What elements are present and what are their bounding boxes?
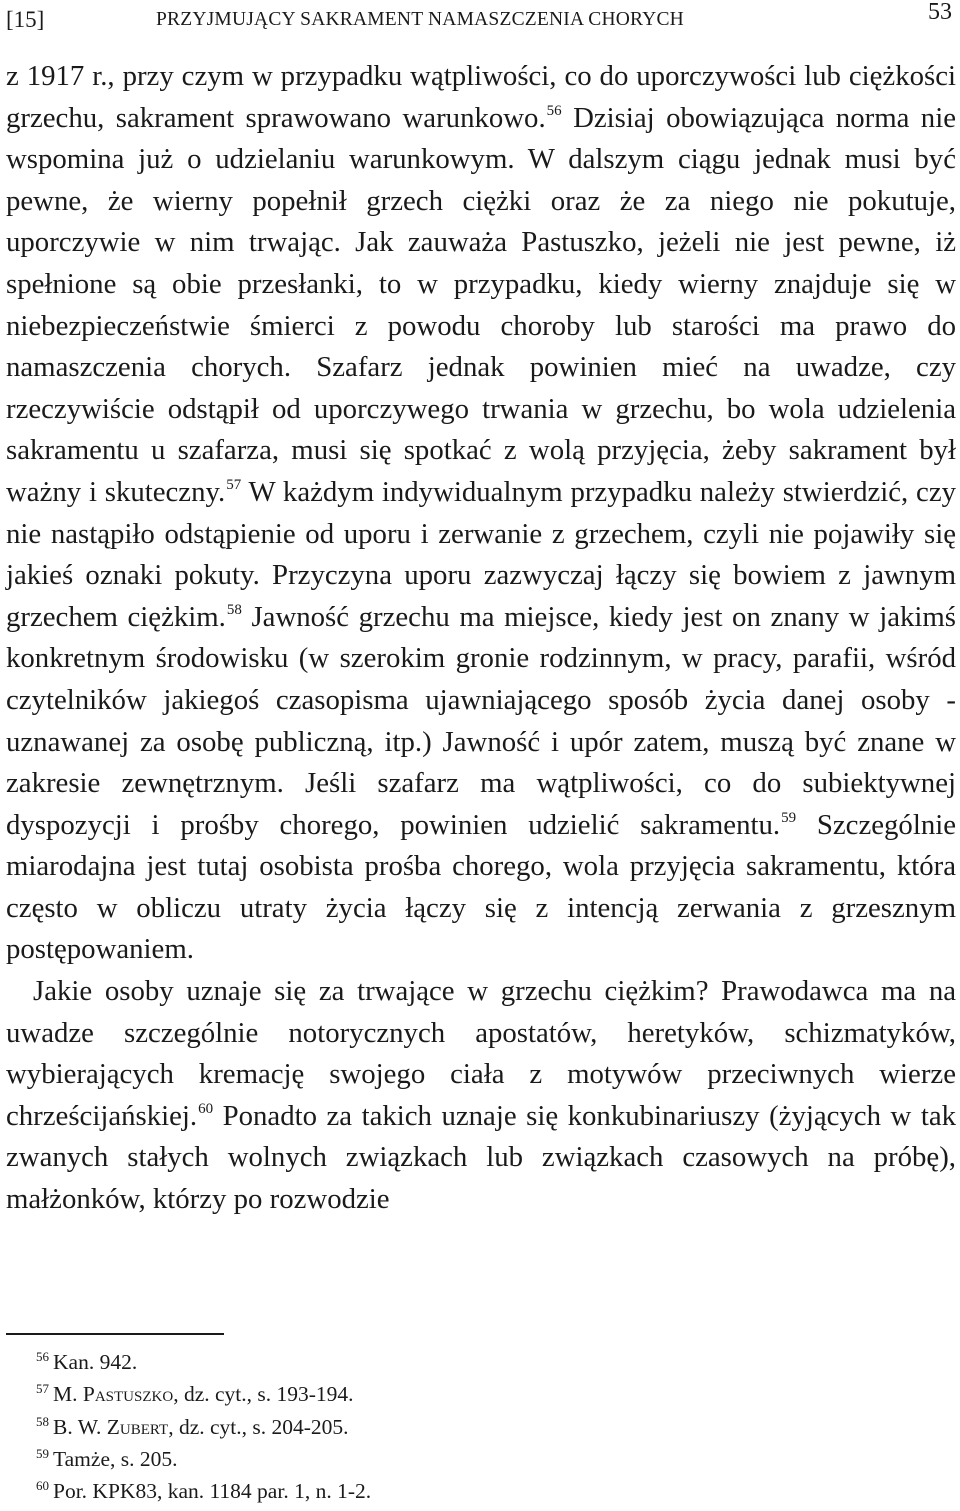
- footnote-text: Por. KPK83, kan. 1184 par. 1, n. 1-2.: [53, 1479, 372, 1504]
- footnote-56: [36, 1346, 936, 1378]
- footnote-ref-59[interactable]: 59: [781, 809, 797, 826]
- running-header: [6, 2, 954, 38]
- footnote-text: M.: [53, 1382, 83, 1407]
- footnote-number: 59: [36, 1445, 49, 1461]
- footnote-60: [36, 1475, 936, 1507]
- footnote-59: [36, 1443, 936, 1475]
- text-run: Ponadto za takich uznaje się konkubinariuszy (żyjących w tak zwanych stałych wolnych związkach lub związkach czasowych na próbę), małżonków, którzy po rozwodzie: [6, 1099, 956, 1216]
- footnote-text: , dz. cyt., s. 204-205.: [168, 1414, 349, 1439]
- paragraph-2: [6, 971, 956, 1221]
- footnote-ref-57[interactable]: 57: [226, 476, 242, 493]
- footnote-ref-58[interactable]: 58: [226, 601, 242, 618]
- footnote-ref-56[interactable]: 56: [546, 102, 562, 119]
- footnote-author: Zubert: [106, 1414, 169, 1439]
- text-run: Dzisiaj obowiązująca norma nie wspomina już o udzielaniu warunkowym. W dalszym ciągu jednak musi być pewne, że wierny popełnił grzech ciężki oraz że za niego nie pokutuje, uporczywie w nim trwając. Jak zauważa Pastuszko, jeżeli nie jest pewne, iż spełnione są obie przesłanki, to w przypadku, kiedy wierny znajduje się w niebezpieczeństwie śmierci z powodu choroby lub starości ma prawo do namaszczenia chorych. Szafarz jednak powinien mieć na uwadze, czy rzeczywiście odstąpił od uporczywego trwania w grzechu, bo wola udzielenia sakramentu u szafarza, musi się spotkać z wolą przyjęcia, żeby sakrament był ważny i skuteczny.: [6, 101, 956, 508]
- text-run: W każdym indywidualnym przypadku należy stwierdzić, czy nie nastąpiło odstąpienie od uporu i zerwanie z grzechem, czyli nie pojawiły się jakieś oznaki pokuty. Przyczyna uporu zazwyczaj łączy się bowiem z jawnym grzechem ciężkim.: [6, 475, 956, 633]
- footnote-number: 60: [36, 1478, 49, 1494]
- footnote-number: 56: [36, 1349, 49, 1364]
- footnote-number: 58: [36, 1413, 49, 1429]
- text-run: z 1917 r., przy czym w przypadku wątpliwości, co do uporczywości lub ciężkości grzechu, sakrament sprawowano warunkowo.: [6, 60, 956, 134]
- footnotes: [36, 1346, 936, 1507]
- running-title: PRZYJMUJĄCY SAKRAMENT NAMASZCZENIA CHORYCH: [156, 9, 684, 30]
- text-run: Szczególnie miarodajna jest tutaj osobista prośba chorego, wola przyjęcia sakramentu, która często w obliczu utraty życia łączy się z intencją zerwania z grzesznym postępowaniem.: [6, 808, 957, 966]
- footnote-text: B. W.: [53, 1414, 107, 1439]
- footnote-divider: [6, 1333, 224, 1335]
- footnote-author: Pastuszko: [82, 1382, 174, 1407]
- footnote-text: Tamże, s. 205.: [53, 1446, 178, 1471]
- text-run: Jakie osoby uznaje się za trwające w grzechu ciężkim? Prawodawca ma na uwadze szczególnie notorycznych apostatów, heretyków, schizmatyków, wybierających kremację swojego ciała z motywów przeciwnych wierze chrześcijańskiej.: [6, 975, 956, 1132]
- page-number: 53: [928, 0, 952, 25]
- footnote-number: 57: [36, 1381, 49, 1397]
- text-run: Jawność grzechu ma miejsce, kiedy jest on znany w jakimś konkretnym środowisku (w szerokim gronie rodzinnym, w pracy, parafii, wśród czytelników jakiegoś czasopisma ujawniającego sposób życia danej osoby - uznawanej za osobę publiczną, itp.) Jawność i upór zatem, muszą być znane w zakresie zewnętrznym. Jeśli szafarz ma wątpliwości, co do subiektywnej dyspozycji i prośby chorego, powinien udzielić sakramentu.: [6, 600, 956, 841]
- footnote-text: , dz. cyt., s. 193-194.: [173, 1382, 354, 1407]
- footnote-58: [36, 1411, 936, 1443]
- footnote-ref-60[interactable]: 60: [198, 1100, 214, 1117]
- paragraph-1: [6, 56, 956, 971]
- footnote-text: Kan. 942.: [53, 1350, 138, 1374]
- footnote-57: [36, 1378, 936, 1410]
- main-text: [6, 56, 956, 1221]
- section-number: [15]: [6, 7, 45, 32]
